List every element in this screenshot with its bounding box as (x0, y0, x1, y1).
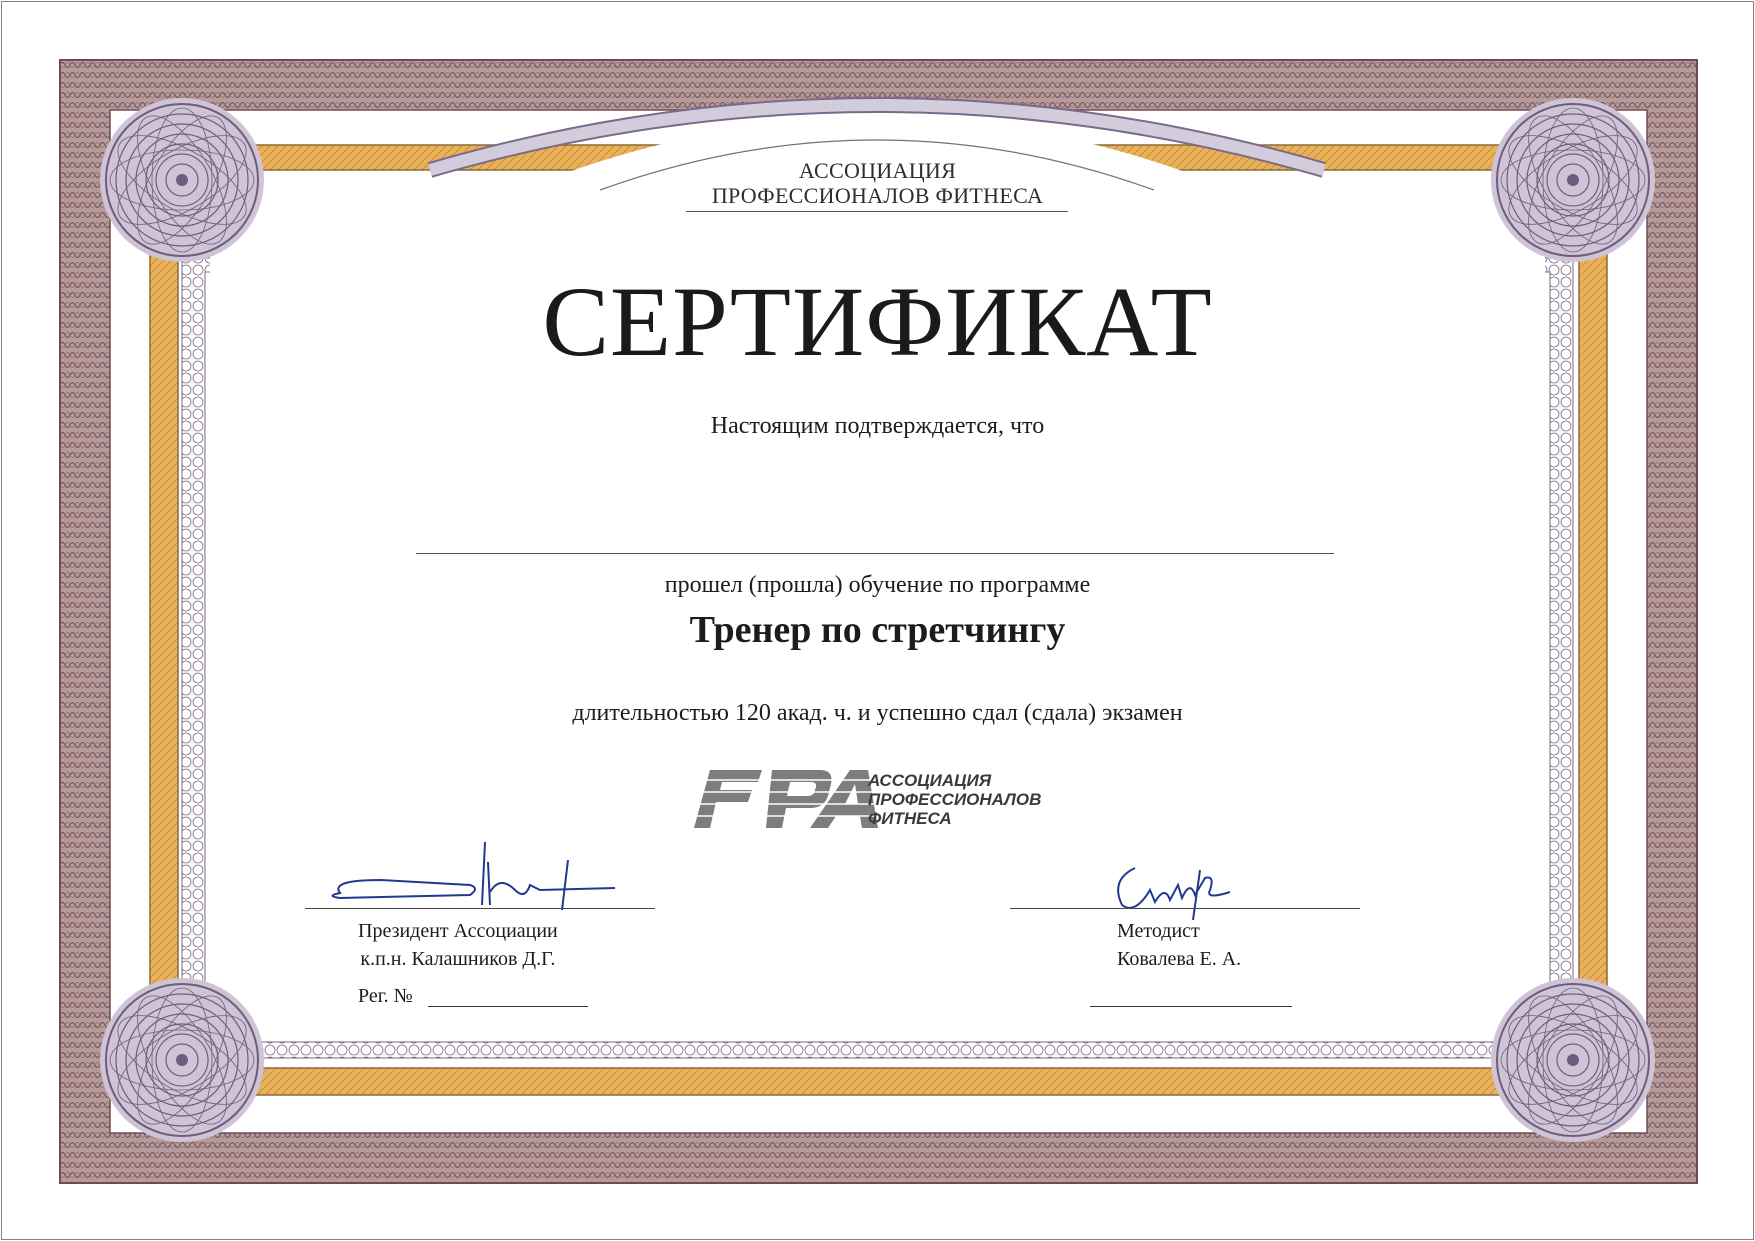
left-signatory-role: Президент Ассоциации (358, 920, 558, 942)
org-header-line1: АССОЦИАЦИЯ (798, 158, 957, 183)
org-header (0, 158, 1755, 208)
logo-text-line3: ФИТНЕСА (868, 809, 952, 828)
passed-text: прошел (прошла) обучение по программе (664, 572, 1091, 598)
confirm-text: Настоящим подтверждается, что (710, 413, 1045, 439)
right-signatory-name: Ковалева Е. А. (1117, 948, 1242, 970)
left-signature-line (305, 908, 655, 909)
right-signatory (1117, 917, 1241, 973)
right-blank-line (1090, 1006, 1292, 1007)
reg-number-label: Рег. № (358, 985, 413, 1007)
logo-text-line1: АССОЦИАЦИЯ (868, 771, 992, 790)
logo-text-line2: ПРОФЕССИОНАЛОВ (868, 790, 1042, 809)
left-signatory (358, 917, 558, 973)
certificate-title: СЕРТИФИКАТ (542, 266, 1213, 377)
right-signature-line (1010, 908, 1360, 909)
reg-number-line (428, 1006, 588, 1007)
org-header-line2: ПРОФЕССИОНАЛОВ ФИТНЕСА (711, 183, 1044, 208)
org-header-rule (686, 211, 1068, 212)
left-signatory-name: к.п.н. Калашников Д.Г. (360, 948, 556, 970)
fpa-logo-text (868, 771, 1041, 828)
duration-text: длительностью 120 акад. ч. и успешно сдал (сдала) экзамен (572, 700, 1183, 726)
program-name: Тренер по стретчингу (689, 609, 1066, 651)
right-signatory-role: Методист (1117, 920, 1200, 942)
recipient-name-line (416, 553, 1334, 554)
